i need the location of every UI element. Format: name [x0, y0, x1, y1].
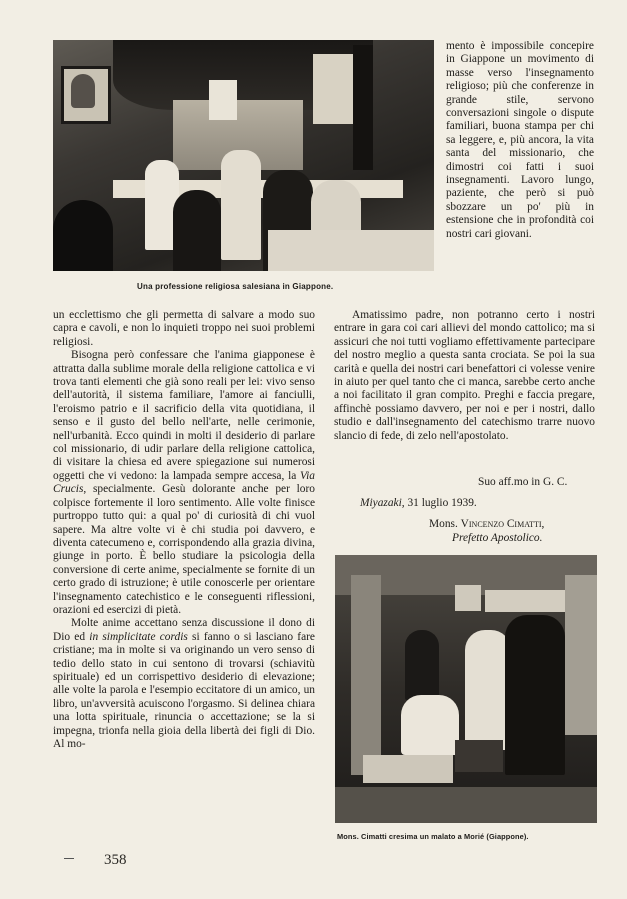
left-paragraph-2-b: , specialmente. Gesù dolorante anche per loro colpisce fortemente il loro sentimento. Alle volte finisce purtroppo tutto qui: a qual po' di curiosità di chi vuol sapere. Ma altre volte vi è chi studia poi davvero, e diventa catecumeno e, corrispondendo alla grazia divina, giunge in porto. È bello studiare la psicologia della conversione di certe anime, specialmente se fornite di un certo grado di istruzione; è utile conoscerle per orientare l'insegnamento catechistico e le conseguenti riflessioni, orazioni ed esercizi di pietà. [53, 483, 315, 616]
photo-caption-bottom: Mons. Cimatti cresima un malato a Morié (Giappone). [337, 832, 529, 841]
left-paragraph-3 [53, 617, 315, 751]
page-number: 358 [104, 852, 127, 868]
left-column [53, 309, 315, 751]
signature-place: Miyazaki, [360, 497, 405, 509]
left-paragraph-2-em: Via Crucis [53, 469, 315, 496]
signature-name-caps: Vincenzo Cimatti [460, 518, 542, 530]
signature-name [429, 517, 544, 531]
right-top-text: mento è impossibile concepire in Giappone un movimento di masse verso l'insegnamento religioso; più che conferenze in grande stile, servono conversazioni singole o dispute familiari, buona stampa per chi sa leggere, e, più ancora, la vita santa del missionario, che dimostri coi fatti i suoi insegnamenti. Lavoro lungo, paziente, che però si può sbozzare un po' più in estensione che in profondità coi nostri cari giovani. [446, 40, 594, 240]
photo-caption-top: Una professione religiosa salesiana in Giappone. [137, 282, 334, 291]
left-paragraph-3-a: Molte anime accettano senza discussione il dono di Dio ed [53, 617, 315, 643]
photo-confirmation [335, 555, 597, 823]
right-middle-column [334, 309, 595, 443]
right-top-paragraph [446, 40, 594, 241]
signature-date: 31 luglio 1939. [404, 497, 477, 509]
left-paragraph-3-b: si fanno o si lasciano fare cristiane; ma in molte si va originando un vero senso di tedio dello stato in cui sentono di trovarsi (schiavitù spirituale) ed un corrispettivo desiderio di elevazione; alle volte la parola e l'esempio eccitatore di un amico, un libro, un'avversità acuiscono l'orgasmo. Si delinea chiara una lotta spirituale, rinuncia o accettazione; se la si impegna, trionfa nella gioia della libertà dei figli di Dio. Al mo- [53, 630, 315, 750]
left-paragraph-1: un ecclettismo che gli permetta di salvare a modo suo capra e cavoli, e non lo inquieti troppo nei suoi problemi religiosi. [53, 309, 315, 348]
signature-place-date [360, 496, 477, 510]
signature-title: Prefetto Apostolico. [452, 532, 543, 544]
left-paragraph-3-em: in simplicitate cordis [89, 630, 188, 643]
signature-name-prefix: Mons. [429, 518, 461, 530]
signature-closing: Suo aff.mo in G. C. [478, 476, 568, 488]
page-dash [64, 858, 74, 859]
left-paragraph-2-a: Bisogna però confessare che l'anima giapponese è attratta dalla sublime morale della religione cattolica e vi trova tanti elementi che già sono reali per lei: vivo senso dell'autorità, il sistema familiare, l'amore ai fanciulli, l'eroismo patrio e il sacrificio della vita quotidiana, il senso e il gusto del bello nell'arte, nelle cerimonie, nell'urbanità. Ecco quindi in molti il desiderio di parlare col missionario, di udir parlare della religione cattolica, di visitare la chiesa ed avere spiegazione sui numerosi oggetti che vi vedono: la lampada sempre accesa, la [53, 349, 315, 482]
left-paragraph-2 [53, 349, 315, 617]
signature-name-suffix: , [541, 518, 545, 530]
right-middle-paragraph: Amatissimo padre, non potranno certo i nostri entrare in gara coi cari allievi del mondo cattolico; ma si assicuri che noi tutti vogliamo effettivamente partecipare del nostro meglio a questa santa crociata. Se poi la sua carità e quella dei nostri cari benefattori ci volesse venire in aiuto per quel tanto che ci manca, sarebbe certo anche a noi facilitato il gran compito. Preghi e faccia pregare, affinchè possiamo davvero, per noi e per i nostri, dallo studio e dall'insegnamento del catechismo trarre nuovo slancio di fede, di zelo nell'apostolato. [334, 309, 595, 442]
photo-religious-profession [53, 40, 434, 271]
